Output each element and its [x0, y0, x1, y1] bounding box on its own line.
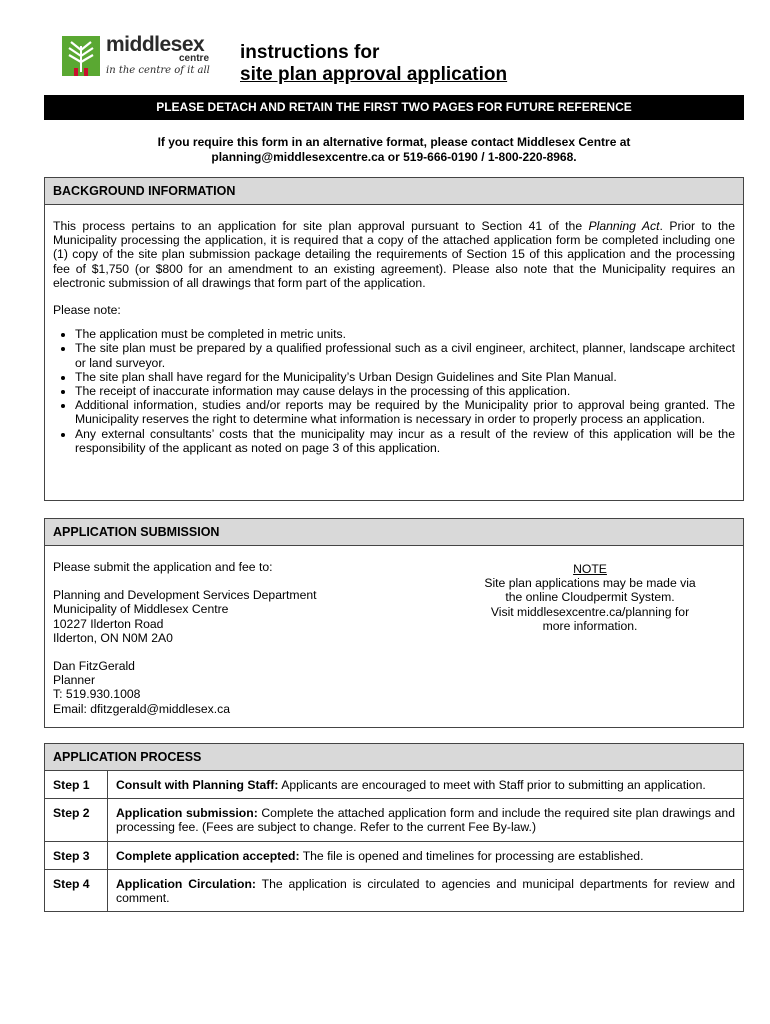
step-label: Step 1 [45, 771, 108, 799]
middlesex-centre-logo [62, 34, 222, 80]
note-line: the online Cloudpermit System. [505, 590, 675, 605]
address-line: Municipality of Middlesex Centre [53, 602, 229, 617]
list-item: • Any external consultants’ costs that the municipality may incur as a result of the review of this application will be the responsibility of the applicant as noted on page 3 of this application. [75, 427, 735, 455]
submission-section [44, 518, 744, 728]
logo-subword: centre [179, 53, 210, 64]
cloudpermit-note [445, 562, 735, 633]
mailing-address [53, 588, 433, 645]
list-item: • The site plan must be prepared by a qualified professional such as a civil engineer, architect, planner, landscape architect or land surveyor. [75, 341, 735, 369]
logo-leaf-icon [62, 36, 100, 76]
contact-email: Email: dfitzgerald@middlesex.ca [53, 701, 230, 716]
list-item: • The receipt of inaccurate information may cause delays in the processing of this application. [75, 384, 735, 398]
note-heading: NOTE [573, 562, 607, 576]
step-description: Consult with Planning Staff: Applicants are encouraged to meet with Staff prior to submitting an application. [108, 771, 744, 799]
process-table [45, 770, 743, 911]
background-paragraph: This process pertains to an application for site plan approval pursuant to Section 41 of the Planning Act. Prior to the Municipality processing the application, it is required that a copy of the attached application form be completed including one (1) copy of the site plan submission package detailing the requirements of Section 15 of this application and the processing fee of $1,750 (or $800 for an amendment to an existing agreement). Please also note that the Municipality requires an electronic submission of all drawings that form part of the application. [53, 219, 735, 290]
address-line: 10227 Ilderton Road [53, 616, 164, 631]
please-note-label: Please note: [53, 303, 121, 318]
submission-intro: Please submit the application and fee to: [53, 560, 273, 574]
alt-format-line-2: planning@middlesexcentre.ca or 519-666-0190 / 1-800-220-8968. [211, 150, 577, 164]
list-item: • The site plan shall have regard for the Municipality’s Urban Design Guidelines and Site Plan Manual. [75, 370, 735, 384]
step-description: Application submission: Complete the attached application form and include the required site plan drawings and processing fee. (Fees are subject to change. Refer to the current Fee By-law.) [108, 799, 744, 841]
process-heading: APPLICATION PROCESS [45, 744, 743, 770]
step-label: Step 4 [45, 869, 108, 911]
list-item: • Additional information, studies and/or reports may be required by the Municipality prior to approval being granted. The Municipality reserves the right to determine what information is necessary in order to properly process an application. [75, 398, 735, 426]
title-line-1: instructions for [240, 42, 380, 63]
note-line: Visit middlesexcentre.ca/planning for [490, 604, 690, 619]
address-line: Ilderton, ON N0M 2A0 [53, 630, 173, 645]
submission-heading: APPLICATION SUBMISSION [45, 519, 743, 546]
contact-block [53, 659, 433, 716]
background-body [45, 205, 743, 455]
table-row [45, 869, 743, 911]
background-bullet-list [53, 327, 735, 455]
detach-banner: PLEASE DETACH AND RETAIN THE FIRST TWO PAGES FOR FUTURE REFERENCE [44, 95, 744, 120]
page-title [240, 42, 507, 86]
address-line: Planning and Development Services Department [53, 588, 317, 603]
table-row [45, 799, 743, 841]
background-section [44, 177, 744, 501]
table-row [45, 841, 743, 869]
alt-format-line-1: If you require this form in an alternative format, please contact Middlesex Centre at [157, 135, 631, 149]
contact-phone: T: 519.930.1008 [53, 687, 141, 702]
title-line-2: site plan approval application [240, 64, 508, 85]
logo-wordmark: middlesex [106, 33, 205, 56]
list-item: • The application must be completed in metric units. [75, 327, 735, 341]
note-line: more information. [542, 618, 638, 633]
process-section [44, 743, 744, 912]
step-label: Step 3 [45, 841, 108, 869]
table-row [45, 771, 743, 799]
background-heading: BACKGROUND INFORMATION [45, 178, 743, 205]
logo-tagline: in the centre of it all [106, 65, 210, 76]
note-line: Site plan applications may be made via [484, 576, 696, 591]
contact-role: Planner [53, 673, 96, 688]
step-description: Application Circulation: The application is circulated to agencies and municipal departments for review and comment. [108, 869, 744, 911]
alternative-format-notice [44, 135, 744, 165]
contact-name: Dan FitzGerald [53, 659, 135, 674]
step-label: Step 2 [45, 799, 108, 841]
step-description: Complete application accepted: The file is opened and timelines for processing are established. [108, 841, 744, 869]
